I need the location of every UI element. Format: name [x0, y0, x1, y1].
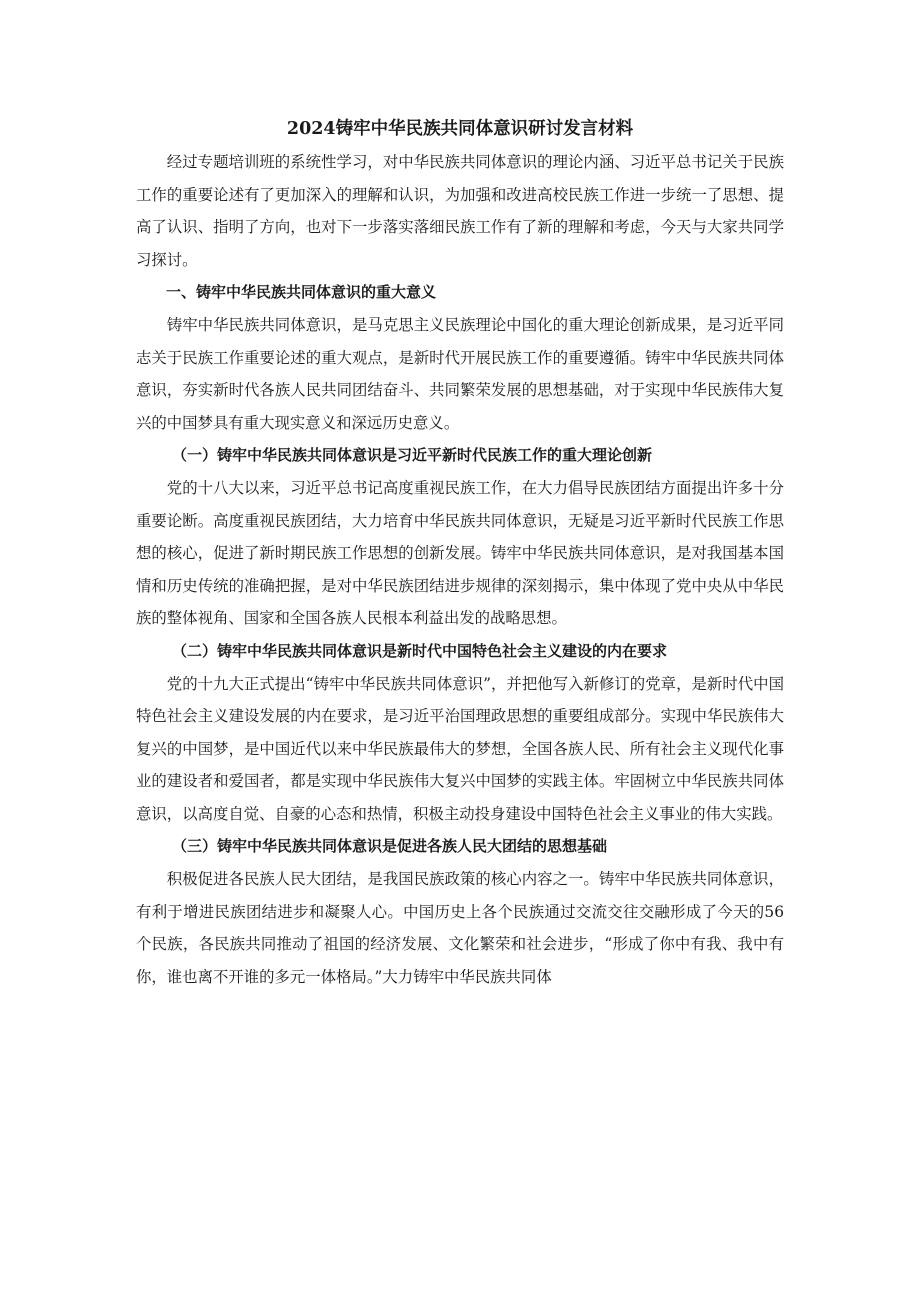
- section-1-paragraph: 铸牢中华民族共同体意识，是马克思主义民族理论中国化的重大理论创新成果，是习近平同志关于民族工作重要论述的重大观点，是新时代开展民族工作的重要遵循。铸牢中华民族共同体意识，夯实新时代各族人民共同团结奋斗、共同繁荣发展的思想基础，对于实现中华民族伟大复兴的中国梦具有重大现实意义和深远历史意义。: [136, 315, 784, 432]
- document-title: 2024铸牢中华民族共同体意识研讨发言材料: [286, 119, 634, 139]
- subsection-heading-3: （三）铸牢中华民族共同体意识是促进各族人民大团结的思想基础: [172, 837, 608, 856]
- section-heading-1: 一、铸牢中华民族共同体意识的重大意义: [166, 283, 437, 302]
- subsection-2-paragraph: 党的十九大正式提出“铸牢中华民族共同体意识”，并把他写入新修订的党章，是新时代中国特色社会主义建设发展的内在要求，是习近平治国理政思想的重要组成部分。实现中华民族伟大复兴的中国梦，是中国近代以来中华民族最伟大的梦想，全国各族人民、所有社会主义现代化事业的建设者和爱国者，都是实现中华民族伟大复兴中国梦的实践主体。牢固树立中华民族共同体意识，以高度自觉、自豪的心态和热情，积极主动投身建设中国特色社会主义事业的伟大实践。: [136, 674, 784, 823]
- document-page: [136, 112, 784, 993]
- intro-paragraph: 经过专题培训班的系统性学习，对中华民族共同体意识的理论内涵、习近平总书记关于民族工作的重要论述有了更加深入的理解和认识，为加强和改进高校民族工作进一步统一了思想、提高了认识、指明了方向，也对下一步落实落细民族工作有了新的理解和考虑，今天与大家共同学习探讨。: [136, 153, 784, 269]
- subsection-heading-2: （二）铸牢中华民族共同体意识是新时代中国特色社会主义建设的内在要求: [172, 641, 668, 660]
- subsection-3-paragraph: 积极促进各民族人民大团结，是我国民族政策的核心内容之一。铸牢中华民族共同体意识，有利于增进民族团结进步和凝聚人心。中国历史上各个民族通过交流交往交融形成了今天的56个民族，各民族共同推动了祖国的经济发展、文化繁荣和社会进步，“形成了你中有我、我中有你，谁也离不开谁的多元一体格局。”大力铸牢中华民族共同体: [136, 870, 784, 986]
- subsection-heading-1: （一）铸牢中华民族共同体意识是习近平新时代民族工作的重大理论创新: [172, 446, 653, 465]
- subsection-1-paragraph: 党的十八大以来，习近平总书记高度重视民族工作，在大力倡导民族团结方面提出许多十分重要论断。高度重视民族团结，大力培育中华民族共同体意识，无疑是习近平新时代民族工作思想的核心，促进了新时期民族工作思想的创新发展。铸牢中华民族共同体意识，是对我国基本国情和历史传统的准确把握，是对中华民族团结进步规律的深刻揭示，集中体现了党中央从中华民族的整体视角、国家和全国各族人民根本利益出发的战略思想。: [136, 478, 784, 628]
